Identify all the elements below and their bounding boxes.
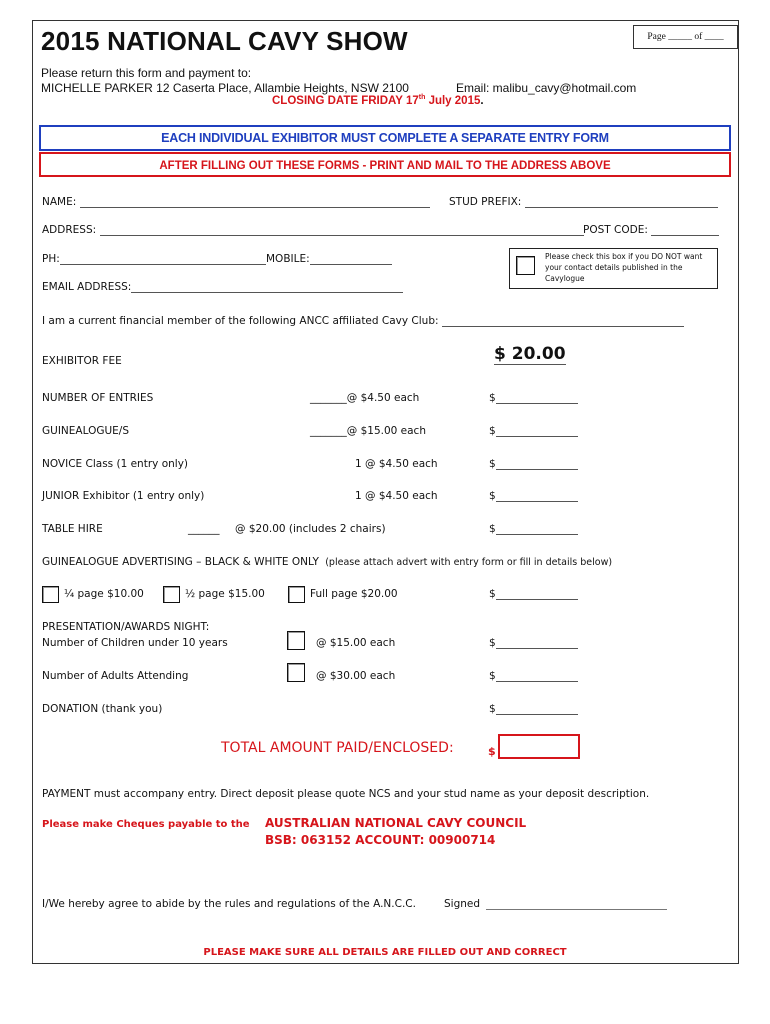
exhibitor-fee-label: EXHIBITOR FEE [42, 355, 122, 367]
junior-rate: 1 @ $4.50 each [355, 490, 438, 502]
children-rate: @ $15.00 each [316, 637, 396, 649]
children-label: Number of Children under 10 years [42, 637, 228, 649]
full-page-label: Full page $20.00 [310, 588, 398, 600]
address-field[interactable]: ADDRESS: [42, 224, 584, 236]
contact-email: Email: malibu_cavy@hotmail.com [456, 81, 637, 95]
quarter-page-checkbox[interactable] [42, 586, 59, 603]
mobile-field[interactable]: MOBILE: [266, 253, 392, 265]
agreement-text: I/We hereby agree to abide by the rules and regulations of the A.N.C.C. [42, 898, 416, 910]
page-number-label: Page _____ of ____ [647, 32, 724, 42]
signature-line[interactable] [486, 909, 667, 910]
entries-rate[interactable]: _______@ $4.50 each [310, 392, 420, 404]
children-amount-field[interactable]: $ [489, 637, 578, 649]
novice-amount-field[interactable]: $ [489, 458, 578, 470]
signed-label: Signed [444, 898, 481, 910]
payment-note: PAYMENT must accompany entry. Direct deposit please quote NCS and your stud name as your deposit description. [42, 788, 650, 800]
novice-rate: 1 @ $4.50 each [355, 458, 438, 470]
donation-amount-field[interactable]: $ [489, 703, 578, 715]
page-number-box [633, 25, 738, 49]
stud-prefix-field[interactable]: STUD PREFIX: [449, 196, 718, 208]
advert-amount-field[interactable]: $ [489, 588, 578, 600]
page-title: 2015 NATIONAL CAVY SHOW [41, 26, 408, 56]
email-field[interactable]: EMAIL ADDRESS: [42, 281, 403, 293]
advert-heading: GUINEALOGUE ADVERTISING – BLACK & WHITE ONLY (please attach advert with entry form or fill in details below) [42, 556, 613, 568]
phone-field[interactable]: PH: [42, 253, 266, 265]
half-page-label: ½ page $15.00 [185, 588, 265, 600]
payee-name: AUSTRALIAN NATIONAL CAVY COUNCIL [265, 816, 527, 830]
entries-label: NUMBER OF ENTRIES [42, 392, 154, 404]
total-dollar: $ [488, 745, 496, 758]
table-hire-label: TABLE HIRE [42, 523, 103, 535]
table-hire-amount-field[interactable]: $ [489, 523, 578, 535]
closing-date: CLOSING DATE FRIDAY 17th July 2015. [272, 94, 484, 107]
bank-details: BSB: 063152 ACCOUNT: 00900714 [265, 833, 496, 847]
footer-reminder: PLEASE MAKE SURE ALL DETAILS ARE FILLED OUT AND CORRECT [203, 947, 567, 958]
privacy-note: Please check this box if you DO NOT want your contact details published in the Cavylogue [545, 252, 703, 283]
entries-amount-field[interactable]: $ [489, 392, 578, 404]
donation-label: DONATION (thank you) [42, 703, 163, 715]
adults-rate: @ $30.00 each [316, 670, 396, 682]
adults-amount-field[interactable]: $ [489, 670, 578, 682]
junior-amount-field[interactable]: $ [489, 490, 578, 502]
guinealogue-label: GUINEALOGUE/S [42, 425, 129, 437]
presentation-heading: PRESENTATION/AWARDS NIGHT: [42, 621, 210, 633]
full-page-checkbox[interactable] [288, 586, 305, 603]
cheques-label: Please make Cheques payable to the [42, 819, 250, 830]
junior-label: JUNIOR Exhibitor (1 entry only) [42, 490, 205, 502]
half-page-checkbox[interactable] [163, 586, 180, 603]
novice-label: NOVICE Class (1 entry only) [42, 458, 189, 470]
guinealogue-amount-field[interactable]: $ [489, 425, 578, 437]
cavy-club-field[interactable]: I am a current financial member of the following ANCC affiliated Cavy Club: [42, 315, 684, 327]
total-amount-field[interactable] [498, 734, 580, 759]
adults-label: Number of Adults Attending [42, 670, 189, 682]
total-label: TOTAL AMOUNT PAID/ENCLOSED: [221, 740, 454, 756]
table-hire-qty-field[interactable]: ______ [188, 523, 220, 535]
adults-count-box[interactable] [287, 663, 305, 682]
mail-instructions-banner: AFTER FILLING OUT THESE FORMS - PRINT AND MAIL TO THE ADDRESS ABOVE [39, 152, 731, 177]
exhibitor-fee-amount: $ 20.00 [494, 344, 566, 364]
privacy-checkbox[interactable] [516, 256, 535, 275]
separate-entry-banner: EACH INDIVIDUAL EXHIBITOR MUST COMPLETE A SEPARATE ENTRY FORM [39, 125, 731, 151]
return-instruction: Please return this form and payment to: [41, 66, 252, 80]
children-count-box[interactable] [287, 631, 305, 650]
post-code-field[interactable]: POST CODE: [583, 224, 719, 236]
name-field[interactable]: NAME: [42, 196, 430, 208]
table-hire-rate: @ $20.00 (includes 2 chairs) [235, 523, 386, 535]
quarter-page-label: ¼ page $10.00 [64, 588, 144, 600]
guinealogue-rate[interactable]: _______@ $15.00 each [310, 425, 426, 437]
return-address: MICHELLE PARKER 12 Caserta Place, Allambie Heights, NSW 2100 [41, 81, 409, 95]
